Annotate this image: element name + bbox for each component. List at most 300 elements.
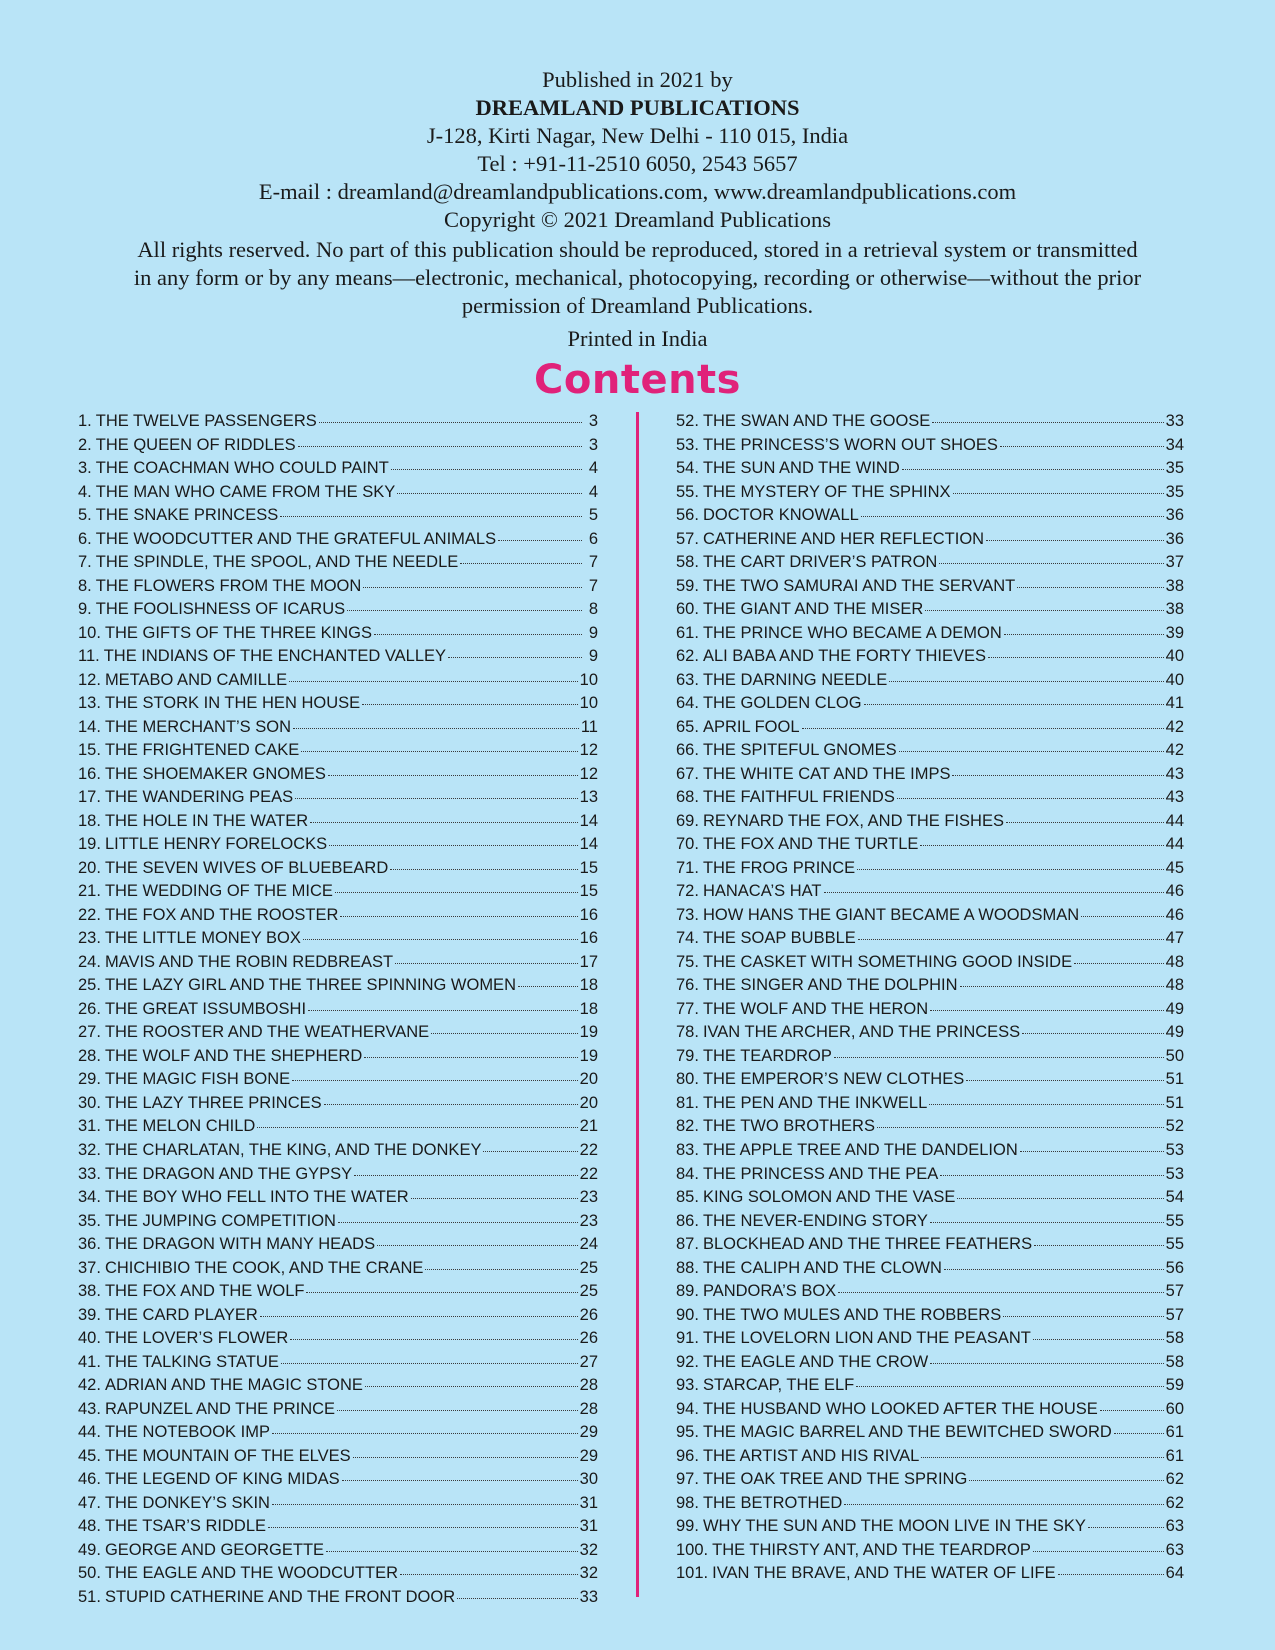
contents-entry [676, 927, 1184, 951]
entry-title: THE FOX AND THE ROOSTER [104, 905, 339, 924]
entry-title: BLOCKHEAD AND THE THREE FEATHERS [702, 1235, 1033, 1254]
contents-entry [78, 1539, 598, 1563]
dot-leader [338, 1222, 578, 1223]
contents-column-right [676, 410, 1184, 1586]
entry-title: THE NOTEBOOK IMP [104, 1423, 270, 1442]
entry-number: 82. [676, 1117, 699, 1136]
entry-title: THE CARD PLAYER [104, 1305, 258, 1324]
dot-leader [857, 869, 1164, 870]
entry-page: 33 [1165, 412, 1184, 430]
entry-page: 29 [579, 1423, 598, 1442]
entry-page: 10 [579, 670, 598, 689]
rights-line-3: permission of Dreamland Publications. [461, 293, 814, 318]
entry-page: 39 [1165, 623, 1184, 642]
entry-page: 18 [579, 999, 598, 1018]
entry-title: THE OAK TREE AND THE SPRING [702, 1470, 968, 1489]
entry-page: 58 [1165, 1352, 1184, 1371]
contents-entry [676, 1562, 1184, 1586]
contents-entry [676, 1468, 1184, 1492]
contents-entry [78, 927, 598, 951]
entry-title: WHY THE SUN AND THE MOON LIVE IN THE SKY [702, 1517, 1086, 1536]
entry-page: 18 [579, 976, 598, 995]
entry-page: 16 [579, 929, 598, 948]
entry-number: 83. [676, 1140, 699, 1159]
entry-title: THE LOVER’S FLOWER [104, 1329, 289, 1348]
contents-entry [78, 810, 598, 834]
entry-number: 99. [676, 1517, 699, 1536]
entry-page: 28 [579, 1376, 598, 1395]
entry-page: 42 [1165, 741, 1184, 760]
entry-number: 7. [78, 553, 92, 572]
contents-entry [676, 1068, 1184, 1092]
entry-number: 4. [78, 482, 92, 501]
contents-entry [78, 1515, 598, 1539]
dot-leader [1006, 822, 1164, 823]
entry-title: THE LAZY GIRL AND THE THREE SPINNING WOMEN [104, 976, 516, 995]
entry-page: 20 [579, 1093, 598, 1112]
entry-page: 3 [588, 435, 598, 454]
dot-leader [899, 751, 1164, 752]
entry-number: 54. [676, 459, 699, 478]
entry-page: 19 [579, 1023, 598, 1042]
entry-title: THE FOOLISHNESS OF ICARUS [95, 600, 346, 619]
contents-entry [676, 1374, 1184, 1398]
entry-title: MAVIS AND THE ROBIN REDBREAST [104, 952, 394, 971]
entry-title: THE WHITE CAT AND THE IMPS [702, 764, 951, 783]
entry-number: 1. [78, 412, 92, 430]
contents-entry [78, 1327, 598, 1351]
entry-number: 33. [78, 1164, 101, 1183]
entry-page: 53 [1165, 1140, 1184, 1159]
dot-leader [824, 892, 1164, 893]
dot-leader [391, 469, 582, 470]
dot-leader [289, 681, 578, 682]
entry-title: IVAN THE BRAVE, AND THE WATER OF LIFE [712, 1564, 1056, 1583]
entry-page: 32 [579, 1564, 598, 1583]
dot-leader [929, 1104, 1163, 1105]
entry-page: 20 [579, 1070, 598, 1089]
entry-page: 63 [1165, 1517, 1184, 1536]
entry-page: 44 [1165, 811, 1184, 830]
dot-leader [298, 446, 582, 447]
contents-entry [676, 998, 1184, 1022]
entry-title: THE FROG PRINCE [702, 858, 856, 877]
entry-number: 61. [676, 623, 699, 642]
entry-page: 31 [579, 1517, 598, 1536]
dot-leader [1114, 1433, 1164, 1434]
entry-page: 38 [1165, 576, 1184, 595]
entry-title: THE TEARDROP [702, 1046, 832, 1065]
entry-page: 55 [1165, 1211, 1184, 1230]
entry-page: 49 [1165, 999, 1184, 1018]
contents-entry [78, 951, 598, 975]
entry-title: RAPUNZEL AND THE PRINCE [104, 1399, 336, 1418]
contents-entry [676, 1092, 1184, 1116]
contents-entry [676, 1327, 1184, 1351]
dot-leader [310, 822, 577, 823]
contents-entry [78, 1562, 598, 1586]
entry-title: THE FLOWERS FROM THE MOON [95, 576, 362, 595]
entry-title: THE CALIPH AND THE CLOWN [702, 1258, 942, 1277]
entry-title: THE PRINCE WHO BECAME A DEMON [702, 623, 1002, 642]
entry-number: 40. [78, 1329, 101, 1348]
contents-entry [78, 528, 598, 552]
entry-number: 32. [78, 1140, 101, 1159]
publisher-address: J-128, Kirti Nagar, New Delhi - 110 015, India [426, 123, 849, 148]
contents-entry [78, 622, 598, 646]
contents-entry [78, 1021, 598, 1045]
contents-entry [78, 1115, 598, 1139]
entry-page: 24 [579, 1235, 598, 1254]
entry-number: 69. [676, 811, 699, 830]
contents-entry [78, 857, 598, 881]
entry-page: 10 [579, 694, 598, 713]
entry-number: 17. [78, 788, 101, 807]
entry-title: THE CHARLATAN, THE KING, AND THE DONKEY [104, 1140, 482, 1159]
entry-title: THE TWELVE PASSENGERS [95, 412, 317, 430]
entry-title: THE COACHMAN WHO COULD PAINT [95, 459, 389, 478]
dot-leader [877, 1127, 1164, 1128]
entry-title: THE LEGEND OF KING MIDAS [104, 1470, 340, 1489]
entry-number: 49. [78, 1540, 101, 1559]
entry-page: 27 [579, 1352, 598, 1371]
dot-leader [431, 1033, 577, 1034]
entry-number: 95. [676, 1423, 699, 1442]
entry-page: 36 [1165, 506, 1184, 525]
entry-number: 73. [676, 905, 699, 924]
dot-leader [1000, 446, 1164, 447]
entry-title: THE GIFTS OF THE THREE KINGS [104, 623, 373, 642]
entry-number: 13. [78, 694, 101, 713]
dot-leader [925, 610, 1163, 611]
dot-leader [844, 1504, 1163, 1505]
entry-title: THE PRINCESS AND THE PEA [702, 1164, 939, 1183]
dot-leader [257, 1127, 577, 1128]
contents-entry [676, 457, 1184, 481]
entry-title: DOCTOR KNOWALL [702, 506, 859, 525]
dot-leader [902, 469, 1164, 470]
contents-heading: Contents [534, 357, 741, 403]
dot-leader [363, 587, 582, 588]
entry-page: 29 [579, 1446, 598, 1465]
entry-number: 60. [676, 600, 699, 619]
contents-entry [78, 1068, 598, 1092]
entry-number: 81. [676, 1093, 699, 1112]
contents-entry [676, 810, 1184, 834]
dot-leader [1022, 1033, 1163, 1034]
rights-line-1: All rights reserved. No part of this publication should be reproduced, stored in a retrieval system or transmitted [137, 237, 1138, 262]
contents-entry [676, 1045, 1184, 1069]
entry-number: 55. [676, 482, 699, 501]
entry-number: 98. [676, 1493, 699, 1512]
printed-in-line: Printed in India [567, 326, 708, 351]
dot-leader [952, 775, 1163, 776]
contents-entry [676, 786, 1184, 810]
entry-page: 43 [1165, 788, 1184, 807]
entry-title: THE SPITEFUL GNOMES [702, 741, 897, 760]
entry-number: 38. [78, 1282, 101, 1301]
entry-number: 9. [78, 600, 92, 619]
entry-number: 21. [78, 882, 101, 901]
contents-entry [676, 598, 1184, 622]
contents-entry [676, 1492, 1184, 1516]
entry-page: 26 [579, 1329, 598, 1348]
entry-page: 25 [579, 1282, 598, 1301]
dot-leader [483, 1151, 577, 1152]
entry-number: 86. [676, 1211, 699, 1230]
dot-leader [897, 798, 1164, 799]
contents-entry [78, 1421, 598, 1445]
dot-leader [838, 1292, 1163, 1293]
contents-entry [676, 904, 1184, 928]
dot-leader [861, 516, 1164, 517]
dot-leader [930, 1222, 1164, 1223]
entry-page: 34 [1165, 435, 1184, 454]
contents-entry [676, 833, 1184, 857]
entry-page: 61 [1165, 1446, 1184, 1465]
dot-leader [1033, 1339, 1164, 1340]
entry-page: 15 [579, 882, 598, 901]
entry-title: THE BETROTHED [702, 1493, 843, 1512]
entry-number: 47. [78, 1493, 101, 1512]
entry-title: CATHERINE AND HER REFLECTION [702, 529, 985, 548]
entry-title: THE FAITHFUL FRIENDS [702, 788, 895, 807]
entry-title: HOW HANS THE GIANT BECAME A WOODSMAN [702, 905, 1080, 924]
entry-page: 50 [1165, 1046, 1184, 1065]
contents-entry [78, 1304, 598, 1328]
entry-number: 34. [78, 1188, 101, 1207]
contents-entry [676, 1398, 1184, 1422]
dot-leader [397, 493, 582, 494]
entry-number: 72. [676, 882, 699, 901]
contents-entry [78, 551, 598, 575]
entry-title: REYNARD THE FOX, AND THE FISHES [702, 811, 1004, 830]
dot-leader [1004, 634, 1164, 635]
entry-number: 18. [78, 811, 101, 830]
entry-title: THE INDIANS OF THE ENCHANTED VALLEY [103, 647, 447, 666]
entry-title: THE EMPEROR’S NEW CLOTHES [702, 1070, 965, 1089]
entry-number: 75. [676, 952, 699, 971]
dot-leader [260, 1316, 578, 1317]
dot-leader [362, 704, 578, 705]
entry-page: 48 [1165, 952, 1184, 971]
entry-title: THE FRIGHTENED CAKE [104, 741, 300, 760]
entry-title: THE WOLF AND THE SHEPHERD [104, 1046, 363, 1065]
dot-leader [940, 1175, 1163, 1176]
contents-entry [676, 645, 1184, 669]
entry-number: 70. [676, 835, 699, 854]
dot-leader [921, 1457, 1163, 1458]
contents-entry [78, 833, 598, 857]
contents-entry [78, 1092, 598, 1116]
dot-leader [411, 1198, 578, 1199]
dot-leader [1074, 963, 1164, 964]
contents-entry [78, 645, 598, 669]
entry-number: 66. [676, 741, 699, 760]
entry-page: 57 [1165, 1282, 1184, 1301]
entry-number: 71. [676, 858, 699, 877]
dot-leader [1034, 1245, 1164, 1246]
entry-number: 14. [78, 717, 101, 736]
contents-entry [676, 951, 1184, 975]
entry-title: THE JUMPING COMPETITION [104, 1211, 336, 1230]
contents-entry [78, 1586, 598, 1610]
entry-number: 41. [78, 1352, 101, 1371]
contents-entry [78, 457, 598, 481]
dot-leader [1003, 1316, 1163, 1317]
entry-title: THE DRAGON WITH MANY HEADS [104, 1235, 376, 1254]
entry-number: 11. [78, 647, 100, 666]
contents-entry [676, 1186, 1184, 1210]
rights-line-2: in any form or by any means—electronic, mechanical, photocopying, recording or otherwise—without the prior [133, 265, 1142, 290]
entry-page: 40 [1165, 670, 1184, 689]
dot-leader [340, 916, 577, 917]
entry-page: 43 [1165, 764, 1184, 783]
dot-leader [329, 845, 578, 846]
entry-number: 25. [78, 976, 101, 995]
contents-entry [78, 410, 598, 434]
entry-page: 8 [588, 600, 598, 619]
dot-leader [953, 493, 1164, 494]
dot-leader [400, 1574, 578, 1575]
publisher-email: E-mail : dreamland@dreamlandpublications.com, www.dreamlandpublications.com [258, 179, 1017, 204]
contents-entry [78, 692, 598, 716]
dot-leader [930, 1363, 1163, 1364]
dot-leader [856, 1386, 1163, 1387]
contents-entry [78, 1139, 598, 1163]
entry-page: 41 [1165, 694, 1184, 713]
dot-leader [354, 1175, 577, 1176]
entry-number: 93. [676, 1376, 699, 1395]
entry-title: IVAN THE ARCHER, AND THE PRINCESS [702, 1023, 1021, 1042]
entry-title: THE TWO BROTHERS [702, 1117, 875, 1136]
entry-page: 48 [1165, 976, 1184, 995]
contents-entry [676, 763, 1184, 787]
entry-number: 35. [78, 1211, 101, 1230]
entry-number: 85. [676, 1188, 699, 1207]
dot-leader [889, 681, 1163, 682]
entry-title: THE SOAP BUBBLE [702, 929, 856, 948]
entry-page: 5 [588, 506, 598, 525]
entry-number: 30. [78, 1093, 101, 1112]
dot-leader [374, 634, 582, 635]
entry-page: 61 [1165, 1423, 1184, 1442]
entry-title: THE BOY WHO FELL INTO THE WATER [104, 1188, 409, 1207]
entry-page: 49 [1165, 1023, 1184, 1042]
publisher-tel: Tel : +91-11-2510 6050, 2543 5657 [477, 151, 798, 176]
entry-title: THE SINGER AND THE DOLPHIN [702, 976, 958, 995]
contents-entry [78, 763, 598, 787]
dot-leader [944, 1269, 1164, 1270]
dot-leader [1058, 1574, 1164, 1575]
contents-entry [78, 739, 598, 763]
contents-entry [78, 598, 598, 622]
entry-title: THE MYSTERY OF THE SPHINX [702, 482, 951, 501]
entry-number: 63. [676, 670, 699, 689]
dot-leader [425, 1269, 577, 1270]
entry-number: 39. [78, 1305, 101, 1324]
dot-leader [342, 1480, 578, 1481]
entry-number: 12. [78, 670, 101, 689]
dot-leader [295, 798, 577, 799]
dot-leader [365, 1386, 578, 1387]
entry-page: 64 [1165, 1564, 1184, 1583]
dot-leader [960, 986, 1164, 987]
entry-title: THE WEDDING OF THE MICE [104, 882, 333, 901]
dot-leader [347, 610, 582, 611]
entry-title: THE HUSBAND WHO LOOKED AFTER THE HOUSE [702, 1399, 1098, 1418]
contents-entry [676, 1515, 1184, 1539]
dot-leader [1033, 1551, 1164, 1552]
entry-number: 8. [78, 576, 92, 595]
contents-entry [78, 1163, 598, 1187]
entry-number: 68. [676, 788, 699, 807]
publisher-name: DREAMLAND PUBLICATIONS [475, 95, 800, 120]
dot-leader [290, 1339, 577, 1340]
entry-number: 94. [676, 1399, 699, 1418]
contents-entry [78, 1210, 598, 1234]
entry-title: THE PEN AND THE INKWELL [702, 1093, 928, 1112]
entry-title: THE MAGIC FISH BONE [104, 1070, 291, 1089]
contents-entry [78, 880, 598, 904]
entry-page: 13 [579, 788, 598, 807]
contents-entry [676, 1351, 1184, 1375]
entry-title: THE GREAT ISSUMBOSHI [104, 999, 307, 1018]
contents-entry [78, 481, 598, 505]
entry-number: 43. [78, 1399, 101, 1418]
entry-page: 53 [1165, 1164, 1184, 1183]
contents-entry [676, 857, 1184, 881]
entry-page: 4 [588, 459, 598, 478]
entry-number: 79. [676, 1046, 699, 1065]
dot-leader [301, 751, 577, 752]
entry-page: 60 [1165, 1399, 1184, 1418]
entry-number: 78. [676, 1023, 699, 1042]
dot-leader [986, 540, 1164, 541]
entry-number: 10. [78, 623, 101, 642]
dot-leader [1017, 587, 1163, 588]
entry-title: APRIL FOOL [702, 717, 800, 736]
entry-title: ADRIAN AND THE MAGIC STONE [104, 1376, 363, 1395]
entry-page: 62 [1165, 1470, 1184, 1489]
published-line: Published in 2021 by [542, 67, 733, 92]
dot-leader [460, 563, 582, 564]
dot-leader [802, 728, 1164, 729]
entry-page: 33 [579, 1587, 598, 1606]
entry-number: 16. [78, 764, 101, 783]
contents-entry [676, 575, 1184, 599]
dot-leader [518, 986, 578, 987]
entry-number: 53. [676, 435, 699, 454]
contents-entry [78, 1351, 598, 1375]
entry-number: 24. [78, 952, 101, 971]
entry-page: 32 [579, 1540, 598, 1559]
entry-page: 12 [579, 764, 598, 783]
imprint-block [60, 66, 1215, 353]
entry-page: 6 [588, 529, 598, 548]
entry-page: 19 [579, 1046, 598, 1065]
entry-title: THE THIRSTY ANT, AND THE TEARDROP [712, 1540, 1031, 1559]
entry-page: 3 [588, 412, 598, 430]
entry-title: THE LOVELORN LION AND THE PEASANT [702, 1329, 1031, 1348]
entry-title: KING SOLOMON AND THE VASE [702, 1188, 956, 1207]
contents-entry [78, 1257, 598, 1281]
entry-title: THE TALKING STATUE [104, 1352, 279, 1371]
entry-number: 3. [78, 459, 92, 478]
entry-number: 42. [78, 1376, 101, 1395]
contents-entry [78, 1468, 598, 1492]
entry-number: 89. [676, 1282, 699, 1301]
